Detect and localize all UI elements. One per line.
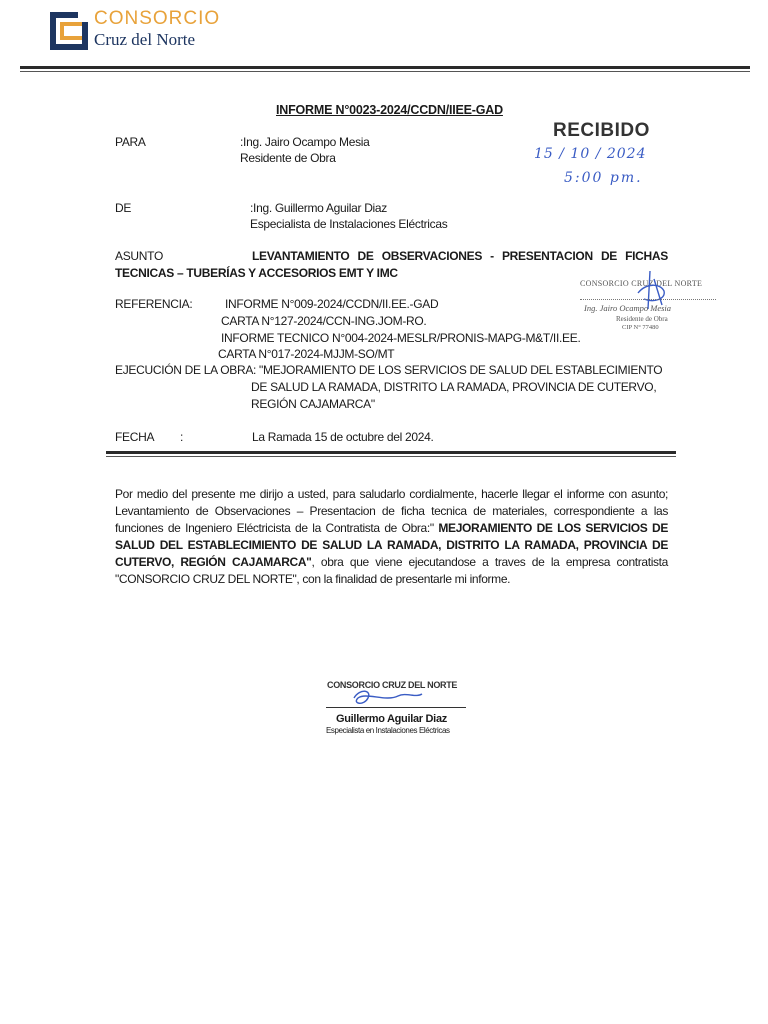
header-rule-thin [20,71,750,72]
para-name: :Ing. Jairo Ocampo Mesia [240,135,370,149]
header-rule [20,66,750,69]
referencia-item: INFORME N°009-2024/CCDN/II.EE.-GAD [225,297,439,311]
body-text-start: Por medio del presente me dirijo a usted, para saludarlo cordialmente, hacerle llegar el informe con asunto; Levantamiento de Observaciones – Presentacion de ficha tecnica de materiales, correspondiente a las funciones de Ingeniero Eléctricista de la Contratista de Obra:" [115,487,668,535]
signature-role: Especialista en Instalaciones Eléctricas [326,726,450,735]
section-rule-thin [106,456,676,457]
stamp-line [580,299,716,300]
stamp-cip: CIP N° 77480 [622,324,659,331]
resident-stamp [580,275,720,345]
fecha-value: La Ramada 15 de octubre del 2024. [252,430,434,444]
fecha-colon: : [180,430,184,444]
handwritten-signature-icon [346,686,426,708]
signature-name: Guillermo Aguilar Diaz [336,713,447,725]
stamp-role: Residente de Obra [616,315,668,323]
referencia-item: CARTA N°127-2024/CCN-ING.JOM-RO. [221,314,427,328]
ejecucion-label: EJECUCIÓN DE LA OBRA: [115,363,257,377]
de-role: Especialista de Instalaciones Eléctricas [250,217,448,231]
body-text-end: , obra que viene ejecutandose a traves de la empresa contratista "CONSORCIO CRUZ DEL NORTE", con la finalidad de presentarle mi informe. [115,555,668,586]
signature-org: CONSORCIO CRUZ DEL NORTE [327,680,458,690]
consorcio-logo-icon [48,10,90,52]
document-title: INFORME N°0023-2024/CCDN/IIEE-GAD [276,103,503,117]
asunto-label: ASUNTO [115,249,163,263]
ejecucion-line: DE SALUD LA RAMADA, DISTRITO LA RAMADA, PROVINCIA DE CUTERVO, [251,380,657,394]
ejecucion-line: REGIÓN CAJAMARCA" [251,397,375,411]
para-role: Residente de Obra [240,151,336,165]
asunto-text: LEVANTAMIENTO DE OBSERVACIONES - PRESENTACION DE FICHAS TECNICAS – TUBERÍAS Y ACCESORIOS EMT Y IMC [115,249,668,280]
stamp-name: Ing. Jairo Ocampo Mesia [584,303,672,313]
logo-line1: CONSORCIO [94,8,221,29]
referencia-label: REFERENCIA: [115,297,193,311]
received-time: 5:00 pm. [564,170,643,186]
received-date: 15 / 10 / 2024 [534,146,647,162]
ejecucion-line: "MEJORAMIENTO DE LOS SERVICIOS DE SALUD DEL ESTABLECIMIENTO [259,363,663,377]
section-rule [106,451,676,454]
received-label: RECIBIDO [553,120,650,141]
para-label: PARA [115,135,146,149]
company-logo [48,8,238,56]
referencia-item: INFORME TECNICO N°004-2024-MESLR/PRONIS-MAPG-M&T/II.EE. [221,331,581,345]
stamp-org: CONSORCIO CRUZ DEL NORTE [580,279,703,288]
signature-line [326,707,466,708]
de-label: DE [115,201,132,215]
body-text-project: MEJORAMIENTO DE LOS SERVICIOS DE SALUD DEL ESTABLECIMIENTO DE SALUD LA RAMADA, DISTRITO LA RAMADA, PROVINCIA DE CUTERVO, REGIÓN CAJAMARCA" [115,521,668,569]
de-name: :Ing. Guillermo Aguilar Diaz [250,201,387,215]
fecha-label: FECHA [115,430,155,444]
body-paragraph [115,486,668,588]
referencia-item: CARTA N°017-2024-MJJM-SO/MT [218,347,395,361]
logo-line2: Cruz del Norte [94,30,196,49]
